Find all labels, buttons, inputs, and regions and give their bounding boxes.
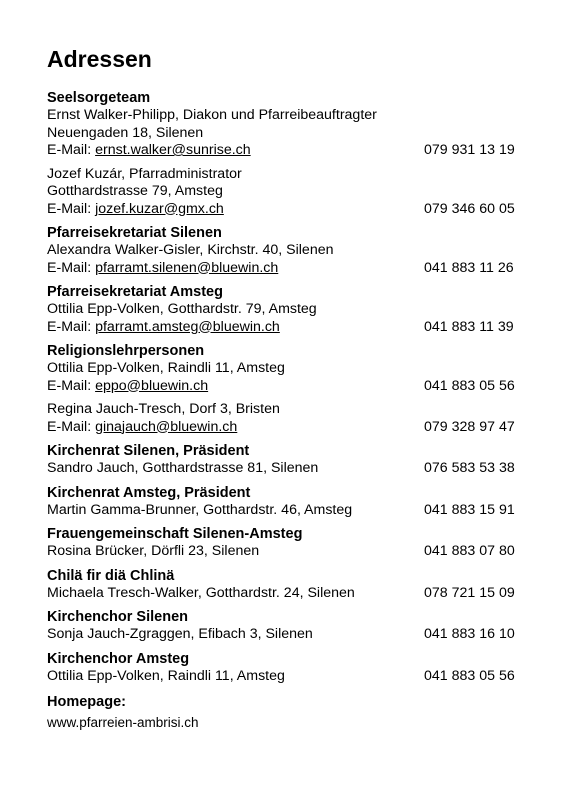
address-line: Jozef Kuzár, Pfarradministrator	[47, 165, 242, 182]
email-link[interactable]: pfarramt.amsteg@bluewin.ch	[95, 318, 280, 335]
address-line-row	[47, 166, 527, 184]
email-line	[47, 201, 224, 219]
section-heading: Kirchenchor Silenen	[47, 609, 189, 625]
contact-entry	[47, 543, 527, 561]
phone-number: 041 883 05 56	[424, 667, 515, 684]
phone-number: 041 883 05 56	[424, 377, 515, 394]
page-title: Adressen	[47, 46, 152, 72]
section-heading: Religionslehrpersonen	[47, 343, 205, 359]
section-heading: Seelsorgeteam	[47, 90, 151, 106]
contact-entry	[47, 166, 527, 219]
address-section	[47, 609, 527, 644]
contact-entry	[47, 301, 527, 336]
email-row	[47, 142, 527, 160]
email-line	[47, 319, 280, 337]
email-link[interactable]: eppo@bluewin.ch	[95, 377, 209, 394]
section-heading: Pfarreisekretariat Silenen	[47, 225, 222, 241]
address-section	[47, 485, 527, 520]
section-heading: Kirchenrat Amsteg, Präsident	[47, 484, 251, 501]
email-label: E-Mail:	[47, 318, 96, 335]
email-label: E-Mail:	[47, 377, 96, 394]
contact-entry	[47, 360, 527, 395]
address-line: Ottilia Epp-Volken, Gotthardstr. 79, Amsteg	[47, 301, 317, 317]
address-section	[47, 225, 527, 277]
email-line	[47, 142, 251, 160]
homepage-block	[47, 694, 199, 732]
email-row	[47, 378, 527, 396]
address-section	[47, 568, 527, 603]
address-line-row	[47, 543, 527, 561]
email-row	[47, 419, 527, 437]
section-heading: Kirchenchor Amsteg	[47, 650, 190, 667]
address-section	[47, 651, 527, 686]
address-line: Rosina Brücker, Dörfli 23, Silenen	[47, 543, 260, 559]
address-line: Michaela Tresch-Walker, Gotthardstr. 24, Silenen	[47, 584, 355, 601]
phone-number: 076 583 53 38	[424, 460, 515, 476]
address-line-row	[47, 125, 527, 143]
address-line: Regina Jauch-Tresch, Dorf 3, Bristen	[47, 401, 280, 417]
contact-entry	[47, 107, 527, 160]
address-line: Gotthardstrasse 79, Amsteg	[47, 183, 223, 199]
contact-entry	[47, 585, 527, 603]
phone-number: 079 346 60 05	[424, 200, 515, 217]
address-list	[47, 90, 527, 685]
section-heading: Frauengemeinschaft Silenen-Amsteg	[47, 526, 303, 542]
contact-entry	[47, 460, 527, 478]
address-line-row	[47, 502, 527, 520]
address-line-row	[47, 668, 527, 686]
address-line-row	[47, 626, 527, 644]
address-line: Martin Gamma-Brunner, Gotthardstr. 46, Amsteg	[47, 501, 353, 518]
address-line-row	[47, 460, 527, 478]
phone-number: 041 883 07 80	[424, 543, 515, 559]
contact-entry	[47, 242, 527, 277]
address-line-row	[47, 585, 527, 603]
phone-number: 078 721 15 09	[424, 584, 515, 601]
address-section	[47, 284, 527, 336]
email-line	[47, 419, 237, 437]
address-section	[47, 90, 527, 218]
contact-entry	[47, 668, 527, 686]
email-label: E-Mail:	[47, 142, 96, 158]
address-line: Ottilia Epp-Volken, Raindli 11, Amsteg	[47, 360, 285, 376]
address-line-row	[47, 360, 527, 378]
address-line: Sandro Jauch, Gotthardstrasse 81, Silenen	[47, 460, 319, 476]
section-heading: Kirchenrat Silenen, Präsident	[47, 443, 250, 459]
contact-entry	[47, 502, 527, 520]
contact-entry	[47, 626, 527, 644]
phone-number: 041 883 11 39	[424, 318, 514, 335]
phone-number: 079 328 97 47	[424, 418, 515, 435]
address-line: Neuengaden 18, Silenen	[47, 124, 204, 141]
address-line-row	[47, 183, 527, 201]
homepage-url[interactable]: www.pfarreien-ambrisi.ch	[47, 715, 199, 730]
address-line: Sonja Jauch-Zgraggen, Efibach 3, Silenen	[47, 626, 313, 642]
address-line-row	[47, 107, 527, 125]
address-line: Ernst Walker-Philipp, Diakon und Pfarreibeauftragter	[47, 107, 377, 123]
address-line-row	[47, 401, 527, 419]
phone-number: 041 883 11 26	[424, 259, 514, 276]
address-section	[47, 343, 527, 436]
email-row	[47, 260, 527, 278]
phone-number: 041 883 15 91	[424, 501, 515, 518]
phone-number: 041 883 16 10	[424, 626, 515, 642]
address-line: Ottilia Epp-Volken, Raindli 11, Amsteg	[47, 667, 285, 684]
phone-number: 079 931 13 19	[424, 142, 515, 158]
homepage-label: Homepage:	[47, 694, 126, 710]
email-row	[47, 319, 527, 337]
email-link[interactable]: ginajauch@bluewin.ch	[95, 418, 238, 435]
section-heading: Chilä fir diä Chlinä	[47, 567, 175, 584]
email-row	[47, 201, 527, 219]
email-label: E-Mail:	[47, 418, 96, 435]
contact-entry	[47, 401, 527, 436]
email-line	[47, 378, 208, 396]
address-line-row	[47, 242, 527, 260]
address-line: Alexandra Walker-Gisler, Kirchstr. 40, Silenen	[47, 242, 334, 258]
email-label: E-Mail:	[47, 200, 96, 217]
address-line-row	[47, 301, 527, 319]
email-link[interactable]: jozef.kuzar@gmx.ch	[95, 200, 224, 217]
email-link[interactable]: ernst.walker@sunrise.ch	[95, 142, 251, 158]
section-heading: Pfarreisekretariat Amsteg	[47, 284, 223, 300]
address-section	[47, 443, 527, 478]
email-line	[47, 260, 278, 278]
address-section	[47, 526, 527, 561]
email-link[interactable]: pfarramt.silenen@bluewin.ch	[95, 259, 279, 276]
email-label: E-Mail:	[47, 259, 96, 276]
